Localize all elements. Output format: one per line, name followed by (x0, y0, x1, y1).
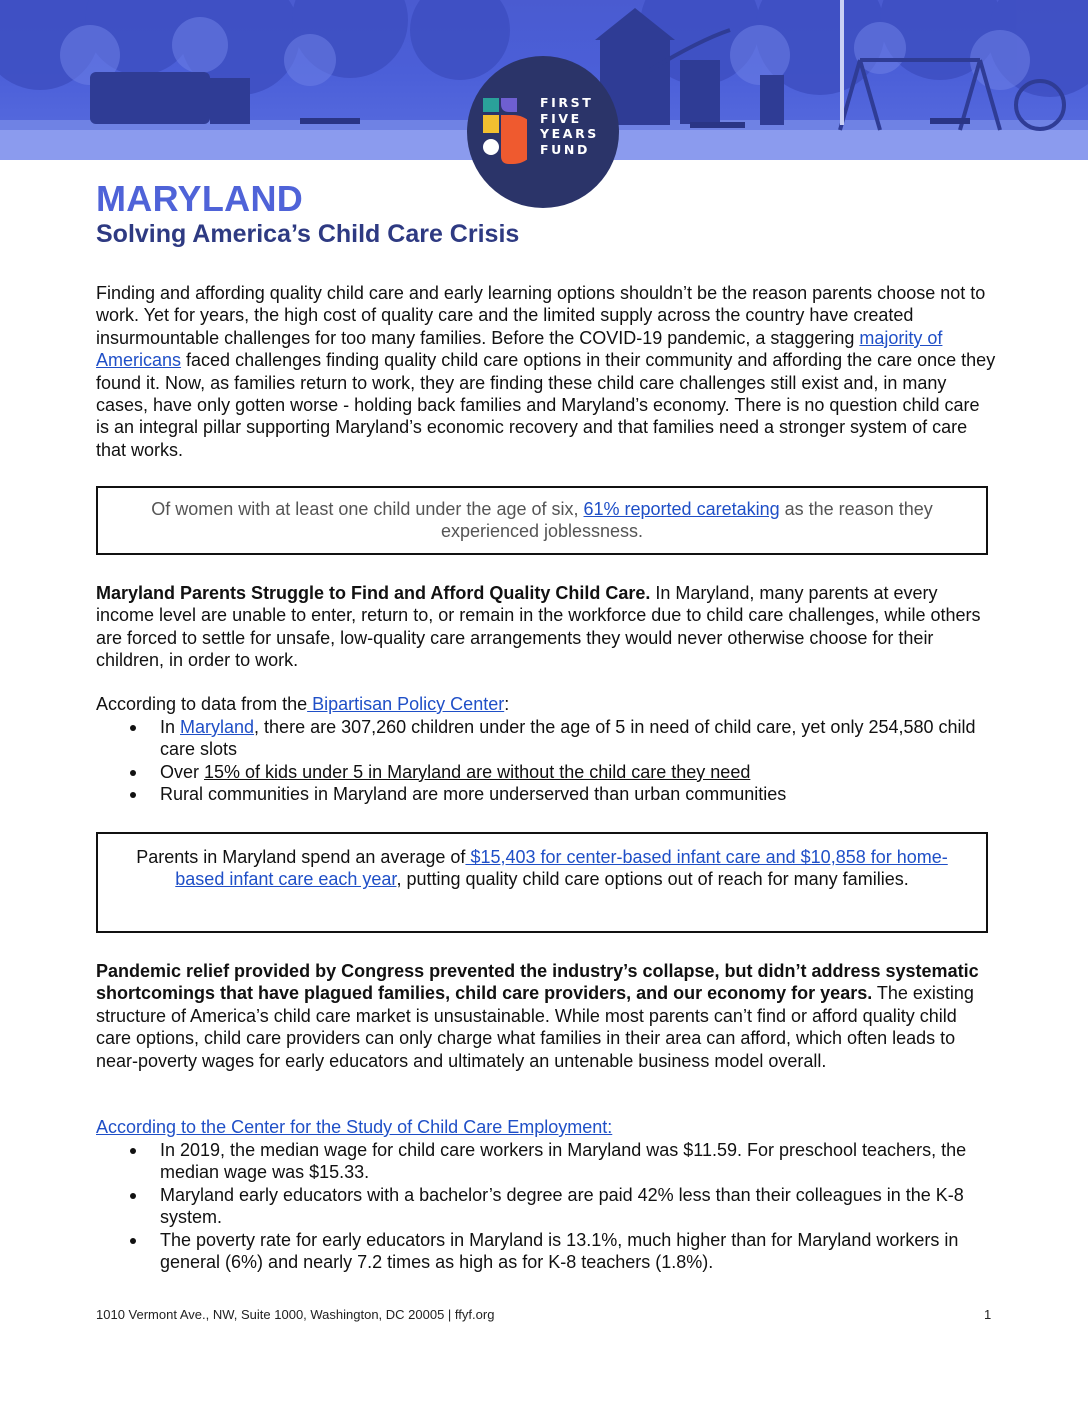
infant-care-cost-link[interactable]: $15,403 for center-based infant care and $10,858 for home-based infant care each year (175, 847, 948, 890)
logo-word: FUND (540, 141, 590, 157)
bullet-text: , there are 307,260 children under the age of 5 in need of child care, yet only 254,580 child care slots (160, 717, 976, 760)
pandemic-relief-paragraph (96, 960, 996, 1072)
section2-heading: Pandemic relief provided by Congress prevented the industry’s collapse, but didn’t address systematic shortcomings that have plagued families, child care providers, and our economy for years. (96, 961, 979, 1004)
cscce-link[interactable]: According to the Center for the Study of Child Care Employment: (96, 1117, 613, 1137)
section1-heading: Maryland Parents Struggle to Find and Afford Quality Child Care. (96, 583, 651, 603)
logo-mark-icon (483, 98, 527, 164)
list-item (96, 1139, 996, 1184)
joblessness-callout-box (96, 486, 988, 555)
page-number: 1 (984, 1307, 992, 1322)
logo-word: FIVE (540, 110, 582, 126)
bpc-bullet-list (96, 716, 996, 806)
page-title: MARYLAND (96, 178, 304, 219)
bullet-icon (130, 770, 136, 776)
bpc-intro-line (96, 693, 996, 715)
bullet-text: Maryland early educators with a bachelor’s degree are paid 42% less than their colleagues in the K-8 system. (160, 1184, 964, 1228)
list-item (96, 716, 996, 761)
footer-address: 1010 Vermont Ave., NW, Suite 1000, Washington, DC 20005 | ffyf.org (96, 1307, 495, 1322)
logo-wordmark (540, 95, 610, 157)
bpc-text-2: : (504, 694, 510, 714)
maryland-link[interactable]: Maryland (180, 717, 255, 737)
logo-word: FIRST (540, 95, 594, 110)
first-five-years-fund-logo (467, 56, 619, 208)
bullet-icon (130, 1193, 136, 1199)
bullet-icon (130, 725, 136, 731)
callout1-text-1: Of women with at least one child under the age of six, (151, 499, 584, 519)
list-item (96, 783, 996, 805)
list-item (96, 1229, 996, 1274)
cscce-intro-line (96, 1116, 996, 1138)
callout2-text-2: , putting quality child care options out of reach for many families. (396, 869, 909, 890)
infant-care-cost-callout-box (96, 832, 988, 933)
bullet-icon (130, 792, 136, 798)
bipartisan-policy-center-link[interactable]: Bipartisan Policy Center (307, 694, 505, 714)
bullet-text: In (160, 717, 181, 737)
list-item (96, 1184, 996, 1229)
bullet-text: Over (160, 761, 205, 782)
bullet-icon (130, 1148, 136, 1154)
bullet-icon (130, 1238, 136, 1244)
bullet-text: Rural communities in Maryland are more underserved than urban communities (160, 784, 787, 805)
list-item (96, 761, 996, 783)
bullet-text: In 2019, the median wage for child care workers in Maryland was $11.59. For preschool teachers, the median wage was $15.33. (160, 1140, 967, 1183)
intro-text-2: faced challenges finding quality child care options in their community and affording the care once they found it. Now, as families return to work, they are finding these child care challenges still exist and, in many cases, have only gotten worse - holding back families and Maryland’s economy. There is no question child care is an integral pillar supporting Maryland’s economic recovery and that families need a stronger system of care that works. (96, 350, 996, 460)
page-subtitle: Solving America’s Child Care Crisis (96, 220, 520, 248)
section2-text: The existing structure of America’s child care market is unsustainable. While most parents can’t find or afford quality child care options, child care providers can only charge what families in their area can afford, which often leads to near-poverty wages for early educators and ultimately an untenable business model overall. (96, 983, 974, 1071)
majority-of-americans-link[interactable]: majority of Americans (96, 327, 943, 371)
intro-paragraph (96, 282, 996, 461)
parents-struggle-paragraph (96, 582, 996, 672)
bullet-text: The poverty rate for early educators in Maryland is 13.1%, much higher than for Maryland workers in general (6%) and nearly 7.2 times as high as for K-8 teachers (1.8%). (160, 1229, 959, 1273)
logo-word: YEARS (540, 126, 599, 141)
cscce-bullet-list (96, 1139, 996, 1273)
bullet-underlined-text: 15% of kids under 5 in Maryland are without the child care they need (204, 761, 751, 782)
bpc-text-1: According to data from the (96, 694, 308, 714)
caretaking-statistic-link[interactable]: 61% reported caretaking (583, 499, 780, 519)
intro-text-1: Finding and affording quality child care and early learning options shouldn’t be the reason parents choose not to work. Yet for years, the high cost of quality care and the limited supply across the country have created insurmountable challenges for too many families. Before the COVID-19 pandemic, a staggering (96, 283, 986, 348)
section1-text: In Maryland, many parents at every income level are unable to enter, return to, or remain in the workforce due to child care challenges, while others are forced to settle for unsafe, low-quality care arrangements they would never otherwise choose for their children, in order to work. (96, 583, 981, 671)
callout2-text-1: Parents in Maryland spend an average of (136, 847, 466, 867)
callout1-text-2: as the reason they experienced joblessness. (440, 499, 933, 542)
